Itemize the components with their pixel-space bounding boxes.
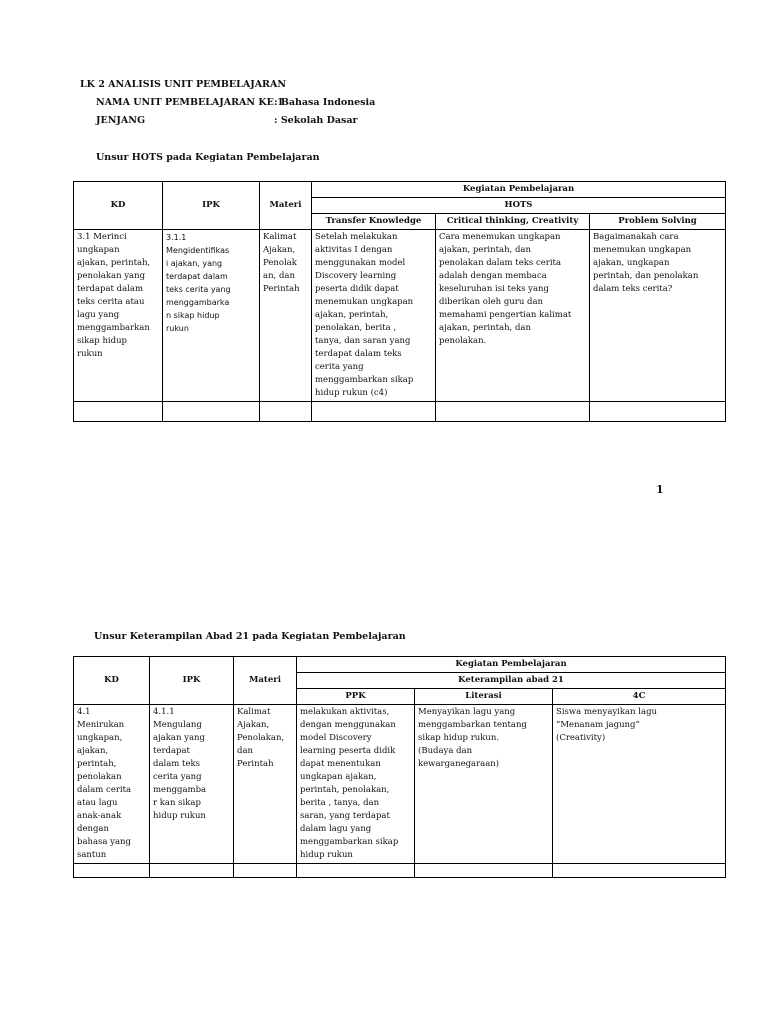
- abad21-cell-materi: Kalimat Ajakan, Penolakan, dan Perintah: [234, 705, 297, 864]
- hots-header-transfer-knowledge: Transfer Knowledge: [312, 214, 436, 230]
- hots-table: [73, 181, 726, 422]
- abad21-cell-ipk: 4.1.1 Mengulang ajakan yang terdapat dalam teks cerita yang menggamba r kan sikap hidup rukun: [150, 705, 234, 864]
- hots-header-critical-thinking: Critical thinking, Creativity: [436, 214, 590, 230]
- abad21-header-ppk: PPK: [297, 689, 415, 705]
- hots-header-problem-solving: Problem Solving: [590, 214, 726, 230]
- abad21-header-kegiatan: Kegiatan Pembelajaran: [297, 657, 726, 673]
- abad21-cell-ppk: melakukan aktivitas, dengan menggunakan model Discovery learning peserta didik dapat menentukan ungkapan ajakan, perintah, penolakan, berita , tanya, dan saran, yang terdapat dalam lagu yang menggambarkan sikap hidup rukun: [297, 705, 415, 864]
- hots-cell-critical-thinking: Cara menemukan ungkapan ajakan, perintah, dan penolakan dalam teks cerita adalah dengan membaca keseluruhan isi teks yang diberikan oleh guru dan memahami pengertian kalimat ajakan, perintah, dan penolakan.: [436, 230, 590, 402]
- hots-empty-cell: [260, 402, 312, 422]
- hots-header-group: HOTS: [312, 198, 726, 214]
- level-value: : Sekolah Dasar: [274, 115, 358, 126]
- hots-header-kegiatan: Kegiatan Pembelajaran: [312, 182, 726, 198]
- abad21-header-group: Keterampilan abad 21: [297, 673, 726, 689]
- hots-cell-materi: Kalimat Ajakan, Penolak an, dan Perintah: [260, 230, 312, 402]
- abad21-empty-cell: [74, 864, 150, 878]
- hots-empty-cell: [163, 402, 260, 422]
- hots-header-materi: Materi: [260, 182, 312, 230]
- level-label: JENJANG: [96, 115, 146, 126]
- hots-header-kd: KD: [74, 182, 163, 230]
- unit-value: : Bahasa Indonesia: [274, 97, 376, 108]
- abad21-header-4c: 4C: [553, 689, 726, 705]
- abad21-empty-cell: [553, 864, 726, 878]
- hots-cell-transfer-knowledge: Setelah melakukan aktivitas I dengan menggunakan model Discovery learning peserta didik dapat menemukan ungkapan ajakan, perintah, penolakan, berita , tanya, dan saran yang terdapat dalam teks cerita yang menggambarkan sikap hidup rukun (c4): [312, 230, 436, 402]
- abad21-header-literasi: Literasi: [415, 689, 553, 705]
- hots-cell-kd: 3.1 Merinci ungkapan ajakan, perintah, penolakan yang terdapat dalam teks cerita atau lagu yang menggambarkan sikap hidup rukun: [74, 230, 163, 402]
- abad21-header-ipk: IPK: [150, 657, 234, 705]
- hots-cell-ipk: 3.1.1 Mengidentifikas i ajakan, yang terdapat dalam teks cerita yang menggambarka n sikap hidup rukun: [163, 230, 260, 402]
- hots-empty-cell: [436, 402, 590, 422]
- section2-heading: Unsur Keterampilan Abad 21 pada Kegiatan Pembelajaran: [94, 631, 406, 642]
- hots-empty-cell: [312, 402, 436, 422]
- section1-heading: Unsur HOTS pada Kegiatan Pembelajaran: [96, 152, 320, 163]
- page-number: 1: [656, 483, 664, 496]
- abad21-empty-cell: [297, 864, 415, 878]
- hots-cell-problem-solving: Bagaimanakah cara menemukan ungkapan ajakan, ungkapan perintah, dan penolakan dalam teks cerita?: [590, 230, 726, 402]
- abad21-header-materi: Materi: [234, 657, 297, 705]
- hots-header-ipk: IPK: [163, 182, 260, 230]
- hots-empty-cell: [590, 402, 726, 422]
- abad21-header-kd: KD: [74, 657, 150, 705]
- document-title: LK 2 ANALISIS UNIT PEMBELAJARAN: [80, 79, 287, 90]
- abad21-table: [73, 656, 726, 878]
- abad21-empty-cell: [234, 864, 297, 878]
- unit-label: NAMA UNIT PEMBELAJARAN KE 1: [96, 97, 284, 108]
- hots-empty-cell: [74, 402, 163, 422]
- abad21-cell-4c: Siswa menyayikan lagu “Menanam jagung” (Creativity): [553, 705, 726, 864]
- abad21-cell-literasi: Menyayikan lagu yang menggambarkan tentang sikap hidup rukun. (Budaya dan kewarganegaraan): [415, 705, 553, 864]
- abad21-empty-cell: [415, 864, 553, 878]
- abad21-cell-kd: 4.1 Menirukan ungkapan, ajakan, perintah, penolakan dalam cerita atau lagu anak-anak dengan bahasa yang santun: [74, 705, 150, 864]
- abad21-empty-cell: [150, 864, 234, 878]
